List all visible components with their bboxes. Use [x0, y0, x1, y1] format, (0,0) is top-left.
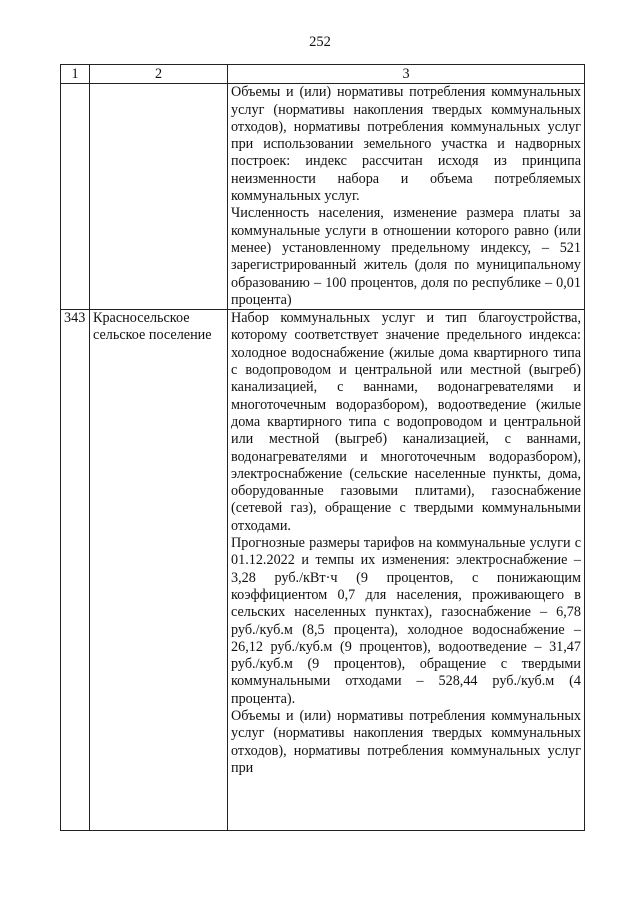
population-paragraph: Численность населения, изменение размера платы за коммунальные услуги в отношении которого равно (или менее) установленному предельному индексу, – 521 зарегистрированный житель (доля по муниципальному образованию – 100 процентов, доля по республике – 0,01 процента) [231, 205, 581, 308]
page-number: 252 [309, 34, 331, 50]
consumption-norms-paragraph: Объемы и (или) нормативы потребления коммунальных услуг (нормативы накопления твердых коммунальных отходов), нормативы потребления коммунальных услуг при [231, 707, 581, 776]
row-number-cell [61, 84, 90, 310]
tariff-table [60, 64, 585, 831]
tariff-forecast-paragraph: Прогнозные размеры тарифов на коммунальные услуги с 01.12.2022 и темпы их изменения: электроснабжение – 3,28 руб./кВт·ч (9 процентов, с понижающим коэффициентом 0,7 для населения, проживающего в сельских населенных пунктах), газоснабжение – 6,78 руб./куб.м (8,5 процента), холодное водоснабжение – 26,12 руб./куб.м (9 процентов), водоотведение – 31,47 руб./куб.м (9 процентов), обращение с твердыми коммунальными отходами – 528,44 руб./куб.м (4 процента). [231, 535, 581, 707]
table-header-row [61, 65, 585, 84]
row-number-cell: 343 [61, 310, 90, 831]
settlement-name-cell: Красносельское сельское поселение [90, 310, 228, 831]
column-header-number: 1 [61, 65, 90, 84]
utility-set-paragraph: Набор коммунальных услуг и тип благоустройства, которому соответствует значение предельного индекса: холодное водоснабжение (жилые дома квартирного типа с водопроводом и центральной или местной (выгреб) канализацией, с ваннами, водонагревателями и многоточечным водоразбором), водоотведение (жилые дома квартирного типа с водопроводом и центральной или местной (выгреб) канализацией, с ваннами, водонагревателями и многоточечным водоразбором), электроснабжение (сельские населенные пункты, дома, оборудованные газовыми плитами), газоснабжение (сетевой газ), обращение с твердыми коммунальными отходами. [231, 310, 581, 534]
settlement-name-cell [90, 84, 228, 310]
description-cell [228, 84, 585, 310]
column-header-description: 3 [228, 65, 585, 84]
table-row [61, 310, 585, 831]
consumption-norms-paragraph: Объемы и (или) нормативы потребления коммунальных услуг (нормативы накопления твердых коммунальных отходов), нормативы потребления коммунальных услуг при использовании земельного участка и надворных построек: индекс рассчитан исходя из принципа неизменности набора и объема потребляемых коммунальных услуг. [231, 84, 581, 205]
description-cell [228, 310, 585, 831]
table-row [61, 84, 585, 310]
column-header-name: 2 [90, 65, 228, 84]
